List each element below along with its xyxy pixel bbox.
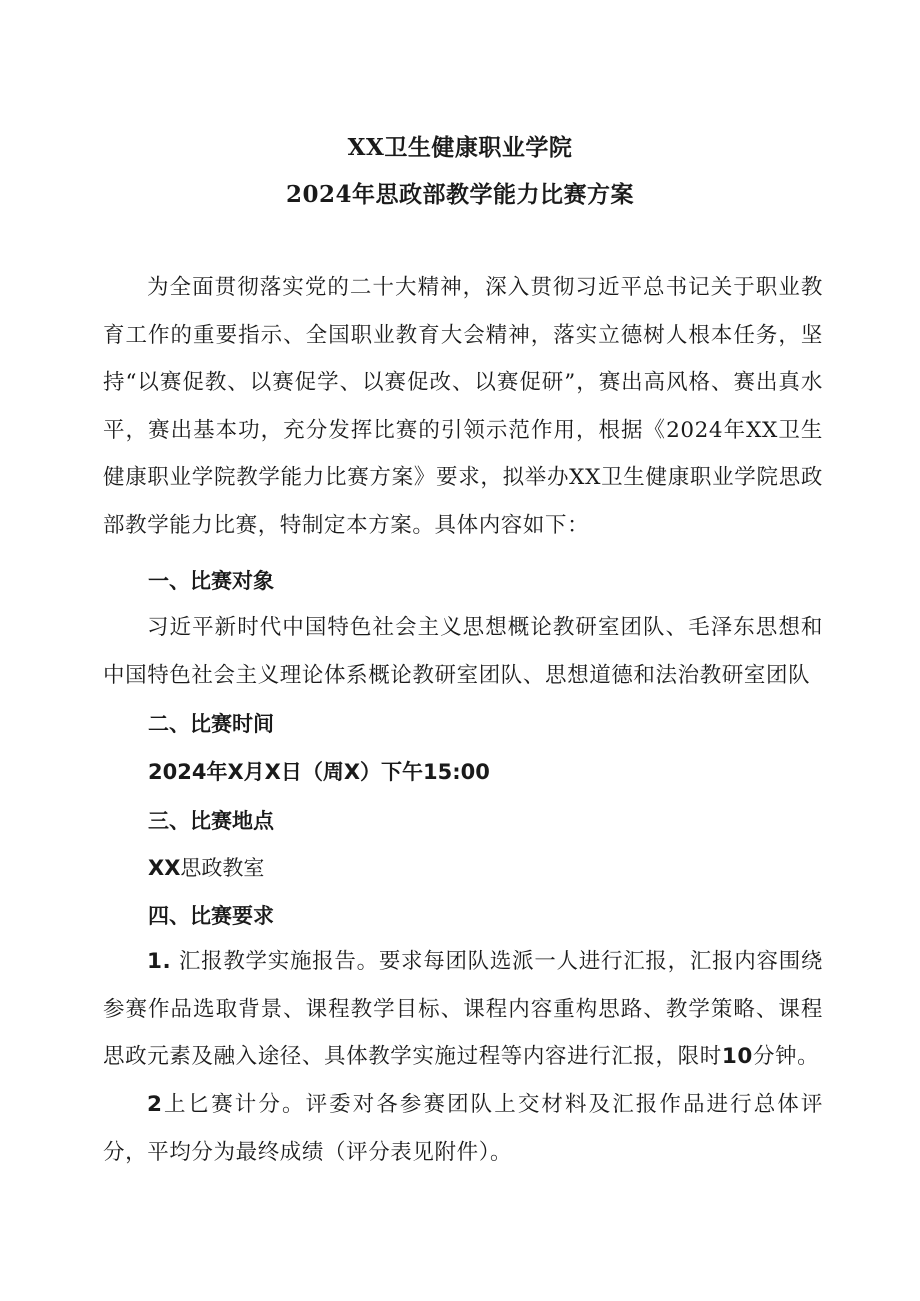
location-name: 思政教室 [180,856,265,880]
requirement-item-1-number: 1. [147,949,172,974]
intro-paragraph: 为全面贯彻落实党的二十大精神，深入贯彻习近平总书记关于职业教育工作的重要指示、全国职业教育大会精神，落实立德树人根本任务，坚持“以赛促教、以赛促学、以赛促改、以赛促研”，赛出高风格、赛出真水平，赛出基本功，充分发挥比赛的引领示范作用，根据《2024年XX卫生健康职业学院教学能力比赛方案》要求，拟举办XX卫生健康职业学院思政部教学能力比赛，特制定本方案。具体内容如下： [103,275,823,538]
section-heading-location: 三、比赛地点 [148,809,274,833]
competition-time: 2024年X月X日（周X）下午15:00 [148,760,490,784]
requirement-item-2 [103,1081,823,1176]
requirement-item-1 [103,938,823,1081]
location-prefix: XX [148,856,181,880]
section-heading-requirements: 四、比赛要求 [148,904,274,928]
requirement-item-2-number: 2 [147,1092,163,1117]
participants-paragraph: 习近平新时代中国特色社会主义思想概论教研室团队、毛泽东思想和中国特色社会主义理论体系概论教研室团队、思想道德和法治教研室团队 [103,615,823,688]
section-heading-participants: 一、比赛对象 [148,569,274,593]
competition-location [148,853,264,883]
requirement-item-1-text-a: 汇报教学实施报告。要求每团队选派一人进行汇报，汇报内容围绕参赛作品选取背景、课程教学目标、课程内容重构思路、教学策略、课程思政元素及融入途径、具体教学实施过程等内容进行汇报，限时 [103,949,824,1069]
document-title-line2: 2024年思政部教学能力比赛方案 [285,181,634,208]
requirement-item-1-text-b: 分钟。 [752,1044,820,1069]
requirement-item-2-text: 上匕赛计分。评委对各参赛团队上交材料及汇报作品进行总体评分，平均分为最终成绩（评分表见附件）。 [103,1092,823,1165]
document-title-line1: XX卫生健康职业学院 [347,134,573,161]
section-heading-time: 二、比赛时间 [148,712,274,736]
requirement-item-1-minutes: 10 [721,1044,753,1069]
